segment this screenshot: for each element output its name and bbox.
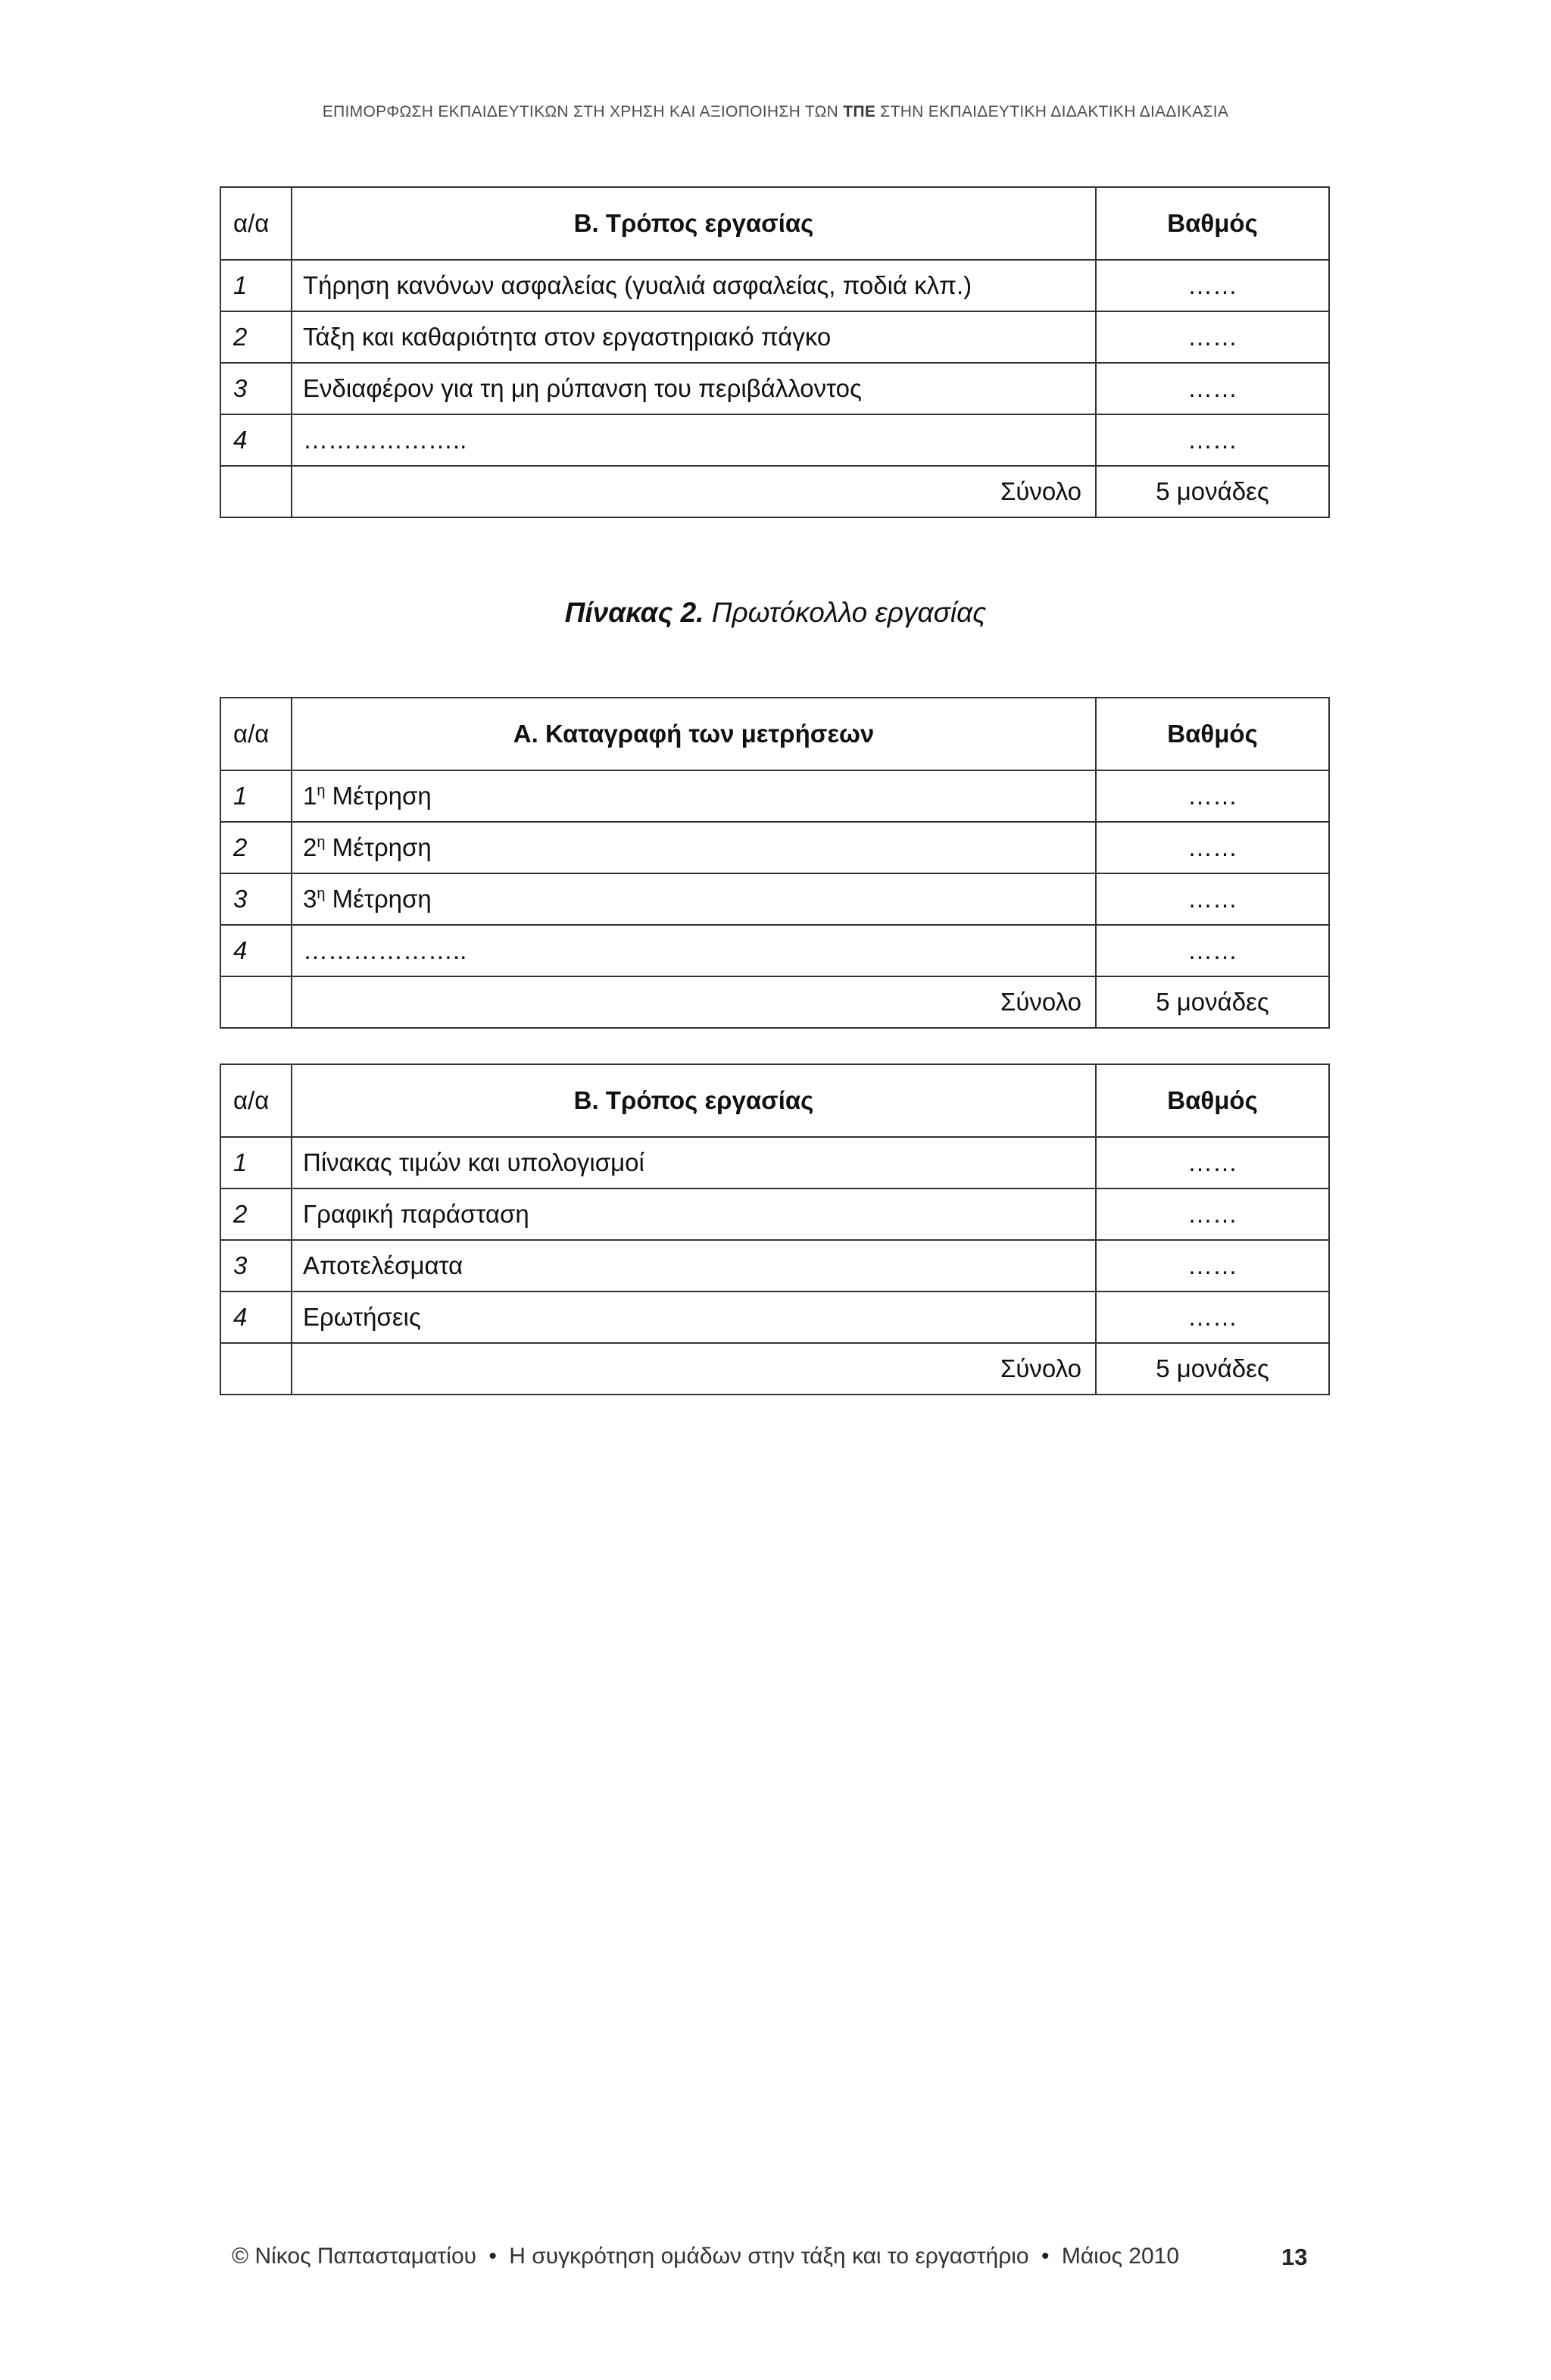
table-row bbox=[220, 311, 1329, 363]
row-index: 1 bbox=[220, 260, 292, 311]
row-index: 2 bbox=[220, 311, 292, 363]
row-label: ……………….. bbox=[292, 925, 1096, 976]
running-header bbox=[0, 103, 1551, 121]
footer-author: Νίκος Παπασταματίου bbox=[254, 2244, 477, 2269]
row-grade: …… bbox=[1096, 1240, 1329, 1292]
work-method-table-1 bbox=[220, 186, 1330, 518]
row-index: 4 bbox=[220, 925, 292, 976]
row-label: Πίνακας τιμών και υπολογισμοί bbox=[292, 1137, 1096, 1188]
row-grade: …… bbox=[1096, 260, 1329, 311]
row-label: Τάξη και καθαριότητα στον εργαστηριακό πάγκο bbox=[292, 311, 1096, 363]
total-label: Σύνολο bbox=[292, 1343, 1096, 1395]
caption-text: Πρωτόκολλο εργασίας bbox=[711, 597, 987, 628]
page-number: 13 bbox=[1281, 2244, 1308, 2270]
col-title-header: Β. Τρόπος εργασίας bbox=[292, 187, 1096, 260]
total-row bbox=[220, 1343, 1329, 1395]
row-index: 3 bbox=[220, 1240, 292, 1292]
table-row bbox=[220, 414, 1329, 466]
bullet-separator: • bbox=[488, 2244, 497, 2269]
table-header-row bbox=[220, 698, 1329, 770]
row-label: Ερωτήσεις bbox=[292, 1292, 1096, 1343]
bullet-separator: • bbox=[1041, 2244, 1050, 2269]
col-grade-header: Βαθμός bbox=[1096, 698, 1329, 770]
total-value: 5 μονάδες bbox=[1096, 1343, 1329, 1395]
row-grade: …… bbox=[1096, 925, 1329, 976]
table-header-row bbox=[220, 1064, 1329, 1137]
col-title-header: Α. Καταγραφή των μετρήσεων bbox=[292, 698, 1096, 770]
ordinal-number: 1 bbox=[303, 782, 317, 810]
col-grade-header: Βαθμός bbox=[1096, 1064, 1329, 1137]
header-text-after: ΣΤΗΝ ΕΚΠΑΙΔΕΥΤΙΚΗ ΔΙΔΑΚΤΙΚΗ ΔΙΑΔΙΚΑΣΙΑ bbox=[880, 103, 1229, 120]
table-row bbox=[220, 822, 1329, 873]
col-index-header: α/α bbox=[220, 187, 292, 260]
ordinal-suffix: η bbox=[317, 834, 326, 851]
row-grade: …… bbox=[1096, 1137, 1329, 1188]
row-index: 3 bbox=[220, 363, 292, 414]
table-row bbox=[220, 1188, 1329, 1240]
row-grade: …… bbox=[1096, 822, 1329, 873]
row-label-cell bbox=[292, 822, 1096, 873]
ordinal-suffix: η bbox=[317, 782, 326, 799]
row-index: 3 bbox=[220, 873, 292, 925]
table-row bbox=[220, 770, 1329, 822]
row-index: 2 bbox=[220, 822, 292, 873]
table-header-row bbox=[220, 187, 1329, 260]
page-footer bbox=[232, 2244, 1179, 2269]
table-row bbox=[220, 873, 1329, 925]
col-index-header: α/α bbox=[220, 1064, 292, 1137]
total-value: 5 μονάδες bbox=[1096, 466, 1329, 517]
row-grade: …… bbox=[1096, 1292, 1329, 1343]
table-row bbox=[220, 1292, 1329, 1343]
ordinal-number: 3 bbox=[303, 885, 317, 913]
table-caption bbox=[0, 597, 1551, 629]
ordinal-number: 2 bbox=[303, 833, 317, 861]
total-row bbox=[220, 466, 1329, 517]
header-text-before: ΕΠΙΜΟΡΦΩΣΗ ΕΚΠΑΙΔΕΥΤΙΚΩΝ ΣΤΗ ΧΡΗΣΗ ΚΑΙ ΑΞΙΟΠΟΙΗΣΗ ΤΩΝ bbox=[322, 103, 839, 120]
col-title-header: Β. Τρόπος εργασίας bbox=[292, 1064, 1096, 1137]
row-label: Γραφική παράσταση bbox=[292, 1188, 1096, 1240]
empty-cell bbox=[220, 1343, 292, 1395]
total-row bbox=[220, 976, 1329, 1028]
empty-cell bbox=[220, 466, 292, 517]
empty-cell bbox=[220, 976, 292, 1028]
footer-date: Μάιος 2010 bbox=[1061, 2244, 1180, 2269]
table-row bbox=[220, 1240, 1329, 1292]
row-grade: …… bbox=[1096, 363, 1329, 414]
table-row bbox=[220, 260, 1329, 311]
row-index: 1 bbox=[220, 770, 292, 822]
row-label: Μέτρηση bbox=[332, 782, 432, 810]
row-index: 4 bbox=[220, 414, 292, 466]
row-index: 2 bbox=[220, 1188, 292, 1240]
work-method-table-2 bbox=[220, 1064, 1330, 1395]
row-grade: …… bbox=[1096, 311, 1329, 363]
row-grade: …… bbox=[1096, 1188, 1329, 1240]
header-bold-word: ΤΠΕ bbox=[843, 103, 876, 120]
row-label-cell bbox=[292, 770, 1096, 822]
caption-label: Πίνακας 2. bbox=[564, 597, 704, 628]
copyright-symbol: © bbox=[232, 2244, 249, 2269]
table-row bbox=[220, 363, 1329, 414]
total-label: Σύνολο bbox=[292, 976, 1096, 1028]
total-label: Σύνολο bbox=[292, 466, 1096, 517]
row-label: Μέτρηση bbox=[332, 885, 432, 913]
row-label: Μέτρηση bbox=[332, 833, 432, 861]
table-row bbox=[220, 1137, 1329, 1188]
footer-title: Η συγκρότηση ομάδων στην τάξη και το εργαστήριο bbox=[509, 2244, 1029, 2269]
total-value: 5 μονάδες bbox=[1096, 976, 1329, 1028]
row-label: Ενδιαφέρον για τη μη ρύπανση του περιβάλλοντος bbox=[292, 363, 1096, 414]
row-label: ……………….. bbox=[292, 414, 1096, 466]
row-grade: …… bbox=[1096, 414, 1329, 466]
row-grade: …… bbox=[1096, 873, 1329, 925]
row-index: 4 bbox=[220, 1292, 292, 1343]
col-index-header: α/α bbox=[220, 698, 292, 770]
table-row bbox=[220, 925, 1329, 976]
col-grade-header: Βαθμός bbox=[1096, 187, 1329, 260]
row-label: Αποτελέσματα bbox=[292, 1240, 1096, 1292]
row-index: 1 bbox=[220, 1137, 292, 1188]
measurements-table bbox=[220, 697, 1330, 1029]
ordinal-suffix: η bbox=[317, 885, 326, 902]
row-grade: …… bbox=[1096, 770, 1329, 822]
row-label-cell bbox=[292, 873, 1096, 925]
row-label: Τήρηση κανόνων ασφαλείας (γυαλιά ασφαλείας, ποδιά κλπ.) bbox=[292, 260, 1096, 311]
